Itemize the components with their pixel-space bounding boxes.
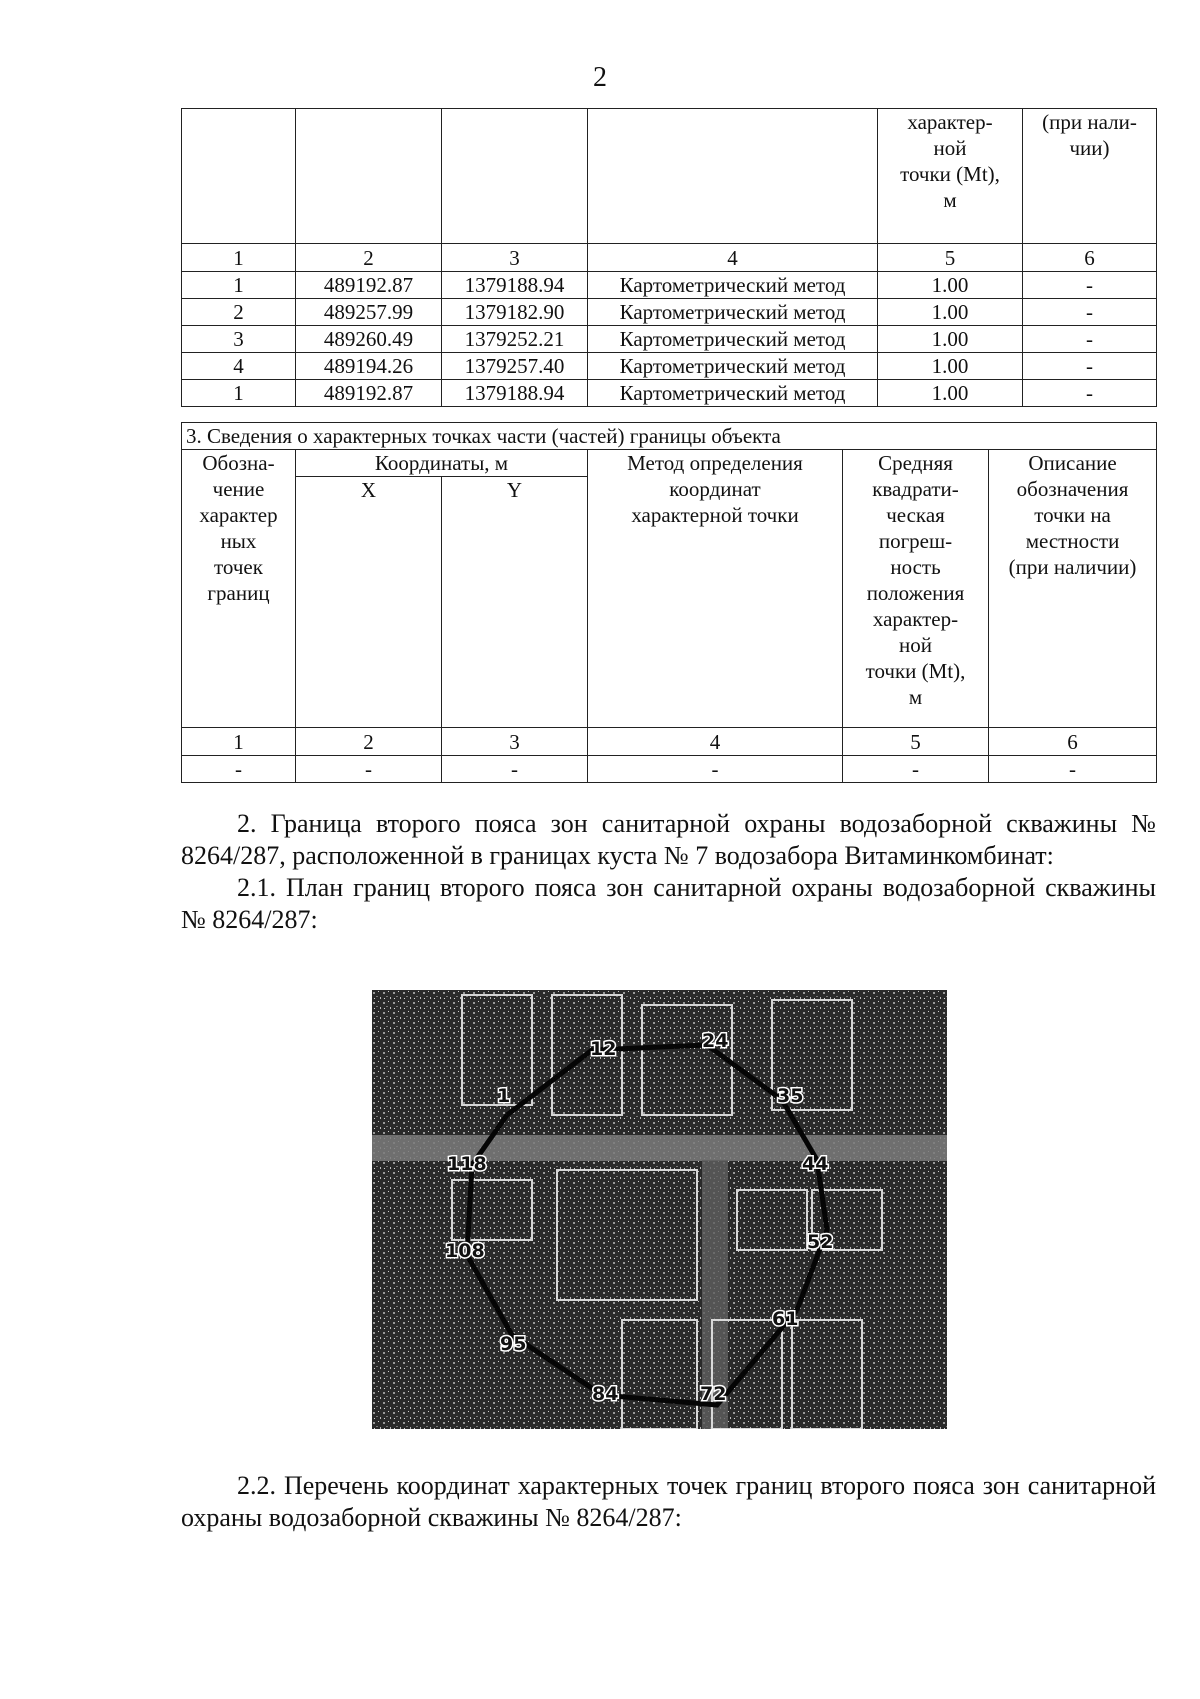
map-point-label: 72 xyxy=(700,1383,727,1405)
head-x: X xyxy=(296,477,442,728)
column-number: 5 xyxy=(843,728,989,756)
column-number: 5 xyxy=(878,244,1023,272)
head-method: Метод определения координат характерной точки xyxy=(588,450,843,728)
table-row xyxy=(182,380,1157,407)
coord-x: 489257.99 xyxy=(296,299,442,326)
map-point-label: 12 xyxy=(590,1038,617,1060)
table-row xyxy=(182,756,1157,783)
column-number: 4 xyxy=(588,244,878,272)
method: Картометрический метод xyxy=(588,380,878,407)
column-number: 2 xyxy=(296,728,442,756)
description: - xyxy=(1023,326,1157,353)
description: - xyxy=(1023,353,1157,380)
table-row xyxy=(182,353,1157,380)
map-point-label: 35 xyxy=(777,1085,804,1107)
head-cell-empty xyxy=(296,109,442,244)
point-number: 1 xyxy=(182,272,296,299)
description: - xyxy=(1023,380,1157,407)
column-number: 3 xyxy=(442,244,588,272)
empty-value: - xyxy=(843,756,989,783)
column-number: 6 xyxy=(1023,244,1157,272)
mt-value: 1.00 xyxy=(878,380,1023,407)
method: Картометрический метод xyxy=(588,353,878,380)
head-cell-empty xyxy=(442,109,588,244)
method: Картометрический метод xyxy=(588,299,878,326)
coord-x: 489260.49 xyxy=(296,326,442,353)
column-number: 3 xyxy=(442,728,588,756)
method: Картометрический метод xyxy=(588,326,878,353)
paragraph-2: 2. Граница второго пояса зон санитарной охраны водозаборной скважины № 8264/287, расположенной в границах куста № 7 водозабора Витаминкомбинат: xyxy=(181,809,1156,870)
table-row xyxy=(182,326,1157,353)
boundary-map-image xyxy=(372,990,947,1429)
coordinates-table-main xyxy=(181,108,1157,407)
head-mt: Средняя квадрати- ческая погреш- ность положения характер- ной точки (Mt), м xyxy=(843,450,989,728)
map-point-label: 84 xyxy=(592,1383,619,1405)
coord-y: 1379257.40 xyxy=(442,353,588,380)
empty-value: - xyxy=(296,756,442,783)
description: - xyxy=(1023,272,1157,299)
head-cell-empty xyxy=(588,109,878,244)
mt-value: 1.00 xyxy=(878,272,1023,299)
paragraph-2-1: 2.1. План границ второго пояса зон санитарной охраны водозаборной скважины № 8264/287: xyxy=(181,873,1156,934)
map-point-label: 95 xyxy=(500,1333,527,1355)
column-number: 1 xyxy=(182,728,296,756)
point-number: 2 xyxy=(182,299,296,326)
map-point-label: 52 xyxy=(807,1231,834,1253)
coord-y: 1379188.94 xyxy=(442,380,588,407)
section-title: 3. Сведения о характерных точках части (частей) границы объекта xyxy=(182,423,1157,450)
description: - xyxy=(1023,299,1157,326)
head-y: Y xyxy=(442,477,588,728)
boundary-part-points-table xyxy=(181,422,1157,783)
table-row xyxy=(182,299,1157,326)
empty-value: - xyxy=(588,756,843,783)
point-number: 1 xyxy=(182,380,296,407)
head-cell-empty xyxy=(182,109,296,244)
page-number: 2 xyxy=(593,62,607,93)
mt-value: 1.00 xyxy=(878,326,1023,353)
coord-x: 489192.87 xyxy=(296,380,442,407)
head-coordinates: Координаты, м xyxy=(296,450,588,477)
column-number: 6 xyxy=(989,728,1157,756)
head-description: Описание обозначения точки на местности (при наличии) xyxy=(989,450,1157,728)
map-point-label: 44 xyxy=(802,1153,829,1175)
point-number: 4 xyxy=(182,353,296,380)
head-designation: Обозна- чение характер ных точек границ xyxy=(182,450,296,728)
coord-y: 1379188.94 xyxy=(442,272,588,299)
paragraph-2-2: 2.2. Перечень координат характерных точек границ второго пояса зон санитарной охраны водозаборной скважины № 8264/287: xyxy=(181,1471,1156,1532)
coord-x: 489194.26 xyxy=(296,353,442,380)
map-point-label: 61 xyxy=(772,1308,799,1330)
empty-value: - xyxy=(989,756,1157,783)
coord-y: 1379182.90 xyxy=(442,299,588,326)
head-mt-continuation: характер- ной точки (Mt), м xyxy=(878,109,1023,244)
table-row xyxy=(182,272,1157,299)
map-point-label: 108 xyxy=(445,1240,485,1262)
map-point-label: 1 xyxy=(497,1085,511,1107)
column-number: 2 xyxy=(296,244,442,272)
head-desc-continuation: (при нали- чии) xyxy=(1023,109,1157,244)
point-number: 3 xyxy=(182,326,296,353)
column-number: 1 xyxy=(182,244,296,272)
coord-x: 489192.87 xyxy=(296,272,442,299)
empty-value: - xyxy=(182,756,296,783)
coord-y: 1379252.21 xyxy=(442,326,588,353)
empty-value: - xyxy=(442,756,588,783)
mt-value: 1.00 xyxy=(878,353,1023,380)
map-point-label: 24 xyxy=(702,1030,729,1052)
map-point-label: 118 xyxy=(447,1153,487,1175)
column-number: 4 xyxy=(588,728,843,756)
mt-value: 1.00 xyxy=(878,299,1023,326)
method: Картометрический метод xyxy=(588,272,878,299)
